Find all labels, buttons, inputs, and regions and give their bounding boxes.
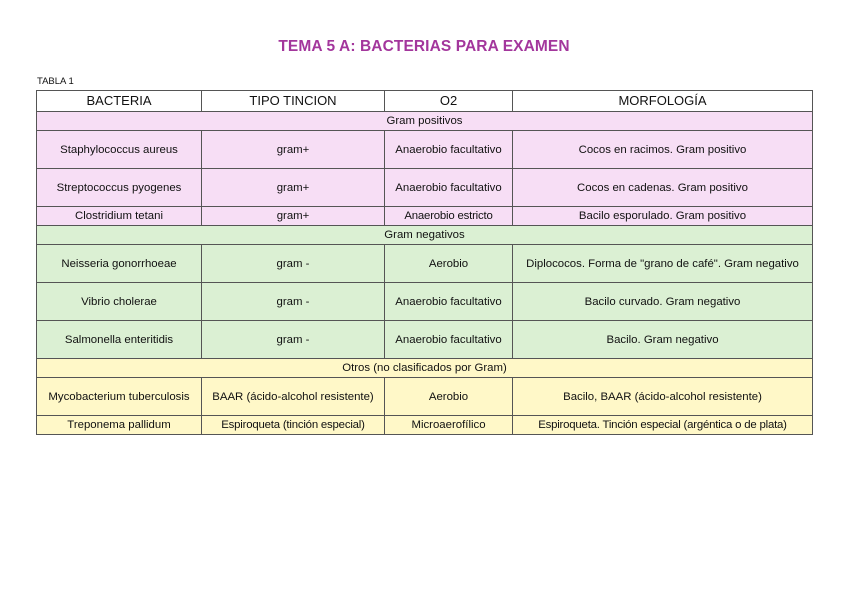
group-label: Gram negativos xyxy=(37,226,813,245)
group-row-otros xyxy=(37,359,813,378)
cell-morfologia: Bacilo curvado. Gram negativo xyxy=(513,283,813,321)
group-row-gram-negativos xyxy=(37,226,813,245)
cell-tincion: BAAR (ácido-alcohol resistente) xyxy=(202,378,385,416)
header-tipo-tincion: TIPO TINCION xyxy=(202,91,385,112)
cell-o2: Anaerobio estricto xyxy=(385,207,513,226)
cell-morfologia: Cocos en cadenas. Gram positivo xyxy=(513,169,813,207)
cell-bacteria: Neisseria gonorrhoeae xyxy=(37,245,202,283)
cell-o2: Aerobio xyxy=(385,378,513,416)
cell-tincion: gram - xyxy=(202,245,385,283)
cell-o2: Anaerobio facultativo xyxy=(385,169,513,207)
cell-o2: Anaerobio facultativo xyxy=(385,283,513,321)
cell-morfologia: Diplococos. Forma de "grano de café". Gram negativo xyxy=(513,245,813,283)
page-title: TEMA 5 A: BACTERIAS PARA EXAMEN xyxy=(278,38,570,55)
cell-bacteria: Mycobacterium tuberculosis xyxy=(37,378,202,416)
cell-bacteria: Treponema pallidum xyxy=(37,416,202,435)
table-row xyxy=(37,416,813,435)
cell-morfologia: Cocos en racimos. Gram positivo xyxy=(513,131,813,169)
header-o2: O2 xyxy=(385,91,513,112)
table-row xyxy=(37,378,813,416)
group-label: Otros (no clasificados por Gram) xyxy=(37,359,813,378)
table-row xyxy=(37,283,813,321)
table-row xyxy=(37,245,813,283)
cell-tincion: gram+ xyxy=(202,169,385,207)
cell-tincion: gram+ xyxy=(202,207,385,226)
cell-morfologia: Bacilo, BAAR (ácido-alcohol resistente) xyxy=(513,378,813,416)
group-label: Gram positivos xyxy=(37,112,813,131)
cell-o2: Anaerobio facultativo xyxy=(385,321,513,359)
cell-o2: Anaerobio facultativo xyxy=(385,131,513,169)
cell-tincion: gram - xyxy=(202,283,385,321)
table-row xyxy=(37,321,813,359)
cell-morfologia: Bacilo esporulado. Gram positivo xyxy=(513,207,813,226)
group-row-gram-positivos xyxy=(37,112,813,131)
cell-bacteria: Streptococcus pyogenes xyxy=(37,169,202,207)
header-bacteria: BACTERIA xyxy=(37,91,202,112)
cell-bacteria: Staphylococcus aureus xyxy=(37,131,202,169)
cell-morfologia: Bacilo. Gram negativo xyxy=(513,321,813,359)
cell-o2: Aerobio xyxy=(385,245,513,283)
table-caption: TABLA 1 xyxy=(37,76,74,87)
header-morfologia: MORFOLOGÍA xyxy=(513,91,813,112)
table-row xyxy=(37,169,813,207)
cell-morfologia: Espiroqueta. Tinción especial (argéntica o de plata) xyxy=(513,416,813,435)
cell-tincion: Espiroqueta (tinción especial) xyxy=(202,416,385,435)
cell-bacteria: Vibrio cholerae xyxy=(37,283,202,321)
table-row xyxy=(37,207,813,226)
table-row xyxy=(37,131,813,169)
cell-bacteria: Clostridium tetani xyxy=(37,207,202,226)
cell-o2: Microaerofílico xyxy=(385,416,513,435)
bacteria-table xyxy=(36,90,813,435)
cell-tincion: gram - xyxy=(202,321,385,359)
cell-bacteria: Salmonella enteritidis xyxy=(37,321,202,359)
table-header-row xyxy=(37,91,813,112)
cell-tincion: gram+ xyxy=(202,131,385,169)
